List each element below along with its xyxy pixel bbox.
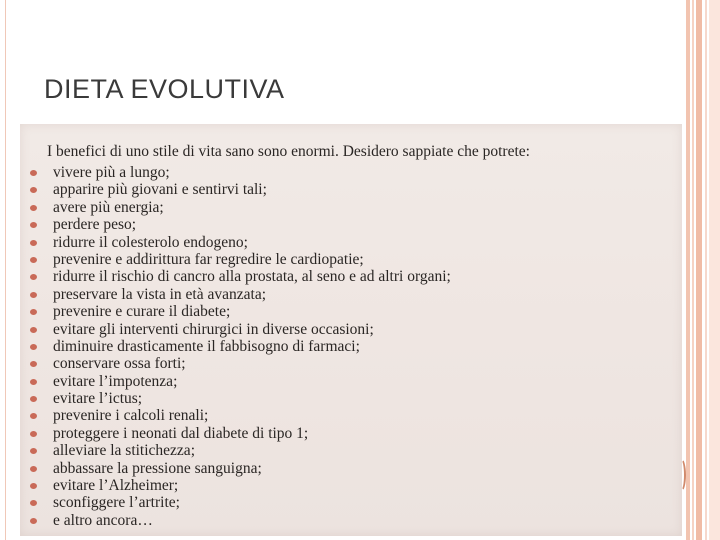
decorative-stripe [696,0,702,540]
list-item [28,268,451,285]
bullet-icon [30,187,37,193]
list-item [28,338,451,355]
list-item-text: preservare la vista in età avanzata; [53,285,267,303]
bullet-icon [30,500,37,506]
list-item-text: apparire più giovani e sentirvi tali; [53,181,267,199]
list-item-text: evitare l’Alzheimer; [53,477,179,495]
list-item-text: diminuire drasticamente il fabbisogno di farmaci; [53,337,360,355]
list-item [28,477,451,494]
list-item-text: prevenire e addirittura far regredire le cardiopatie; [53,250,364,268]
decorative-stripe [692,0,694,540]
bullet-icon [30,170,37,176]
list-item-text: abbassare la pressione sanguigna; [53,459,262,477]
list-item [28,512,451,529]
list-item-text: e altro ancora… [53,511,153,529]
list-item-text: prevenire i calcoli renali; [53,407,209,425]
list-item [28,407,451,424]
list-item [28,303,451,320]
list-item [28,494,451,511]
list-item [28,199,451,216]
list-item [28,390,451,407]
list-item-text: vivere più a lungo; [53,164,170,181]
left-border-line [5,0,6,540]
list-item [28,286,451,303]
list-item-text: evitare l’impotenza; [53,372,178,390]
bullet-icon [30,309,37,315]
bullet-icon [30,379,37,385]
bullet-icon [30,222,37,228]
list-item-text: alleviare la stitichezza; [53,442,195,460]
decorative-stripe [705,0,707,540]
bullet-icon [30,483,37,489]
list-item [28,251,451,268]
list-item [28,460,451,477]
bullet-icon [30,448,37,454]
page-curl-mark [676,458,686,492]
list-item-text: ridurre il rischio di cancro alla prostata, al seno e ad altri organi; [53,268,451,286]
list-item-text: perdere peso; [53,216,137,234]
scan-intro-text: I benefici di uno stile di vita sano sono enormi. Desidero sappiate che potrete: [47,143,530,160]
slide-title: DIETA EVOLUTIVA [44,74,285,104]
list-item [28,181,451,198]
decorative-stripe [686,0,690,540]
bullet-icon [30,344,37,350]
bullet-icon [30,396,37,402]
bullet-icon [30,274,37,280]
scanned-page-image [20,124,682,536]
list-item-text: conservare ossa forti; [53,355,186,373]
bullet-icon [30,431,37,437]
decorative-stripe [709,0,720,540]
list-item-text: proteggere i neonati dal diabete di tipo 1; [53,424,309,442]
list-item [28,216,451,233]
list-item [28,373,451,390]
bullet-icon [30,413,37,419]
list-item-text: evitare gli interventi chirurgici in diverse occasioni; [53,320,374,338]
bullet-icon [30,205,37,211]
bullet-icon [30,466,37,472]
bullet-icon [30,518,37,524]
bullet-icon [30,292,37,298]
list-item-text: avere più energia; [53,198,164,216]
list-item-text: ridurre il colesterolo endogeno; [53,233,248,251]
list-item [28,321,451,338]
list-item [28,164,451,181]
list-item [28,442,451,459]
benefits-list [28,164,451,529]
list-item-text: prevenire e curare il diabete; [53,303,231,321]
list-item [28,425,451,442]
bullet-icon [30,240,37,246]
list-item-text: sconfiggere l’artrite; [53,494,180,512]
bullet-icon [30,257,37,263]
list-item [28,234,451,251]
bullet-icon [30,361,37,367]
bullet-icon [30,327,37,333]
list-item [28,355,451,372]
list-item-text: evitare l’ictus; [53,390,143,408]
